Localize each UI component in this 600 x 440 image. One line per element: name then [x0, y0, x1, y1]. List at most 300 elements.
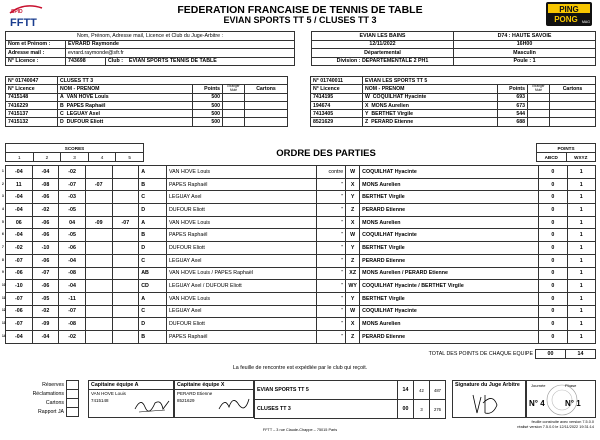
footer-checkboxes [5, 380, 79, 417]
game-points-a: 0 [539, 204, 567, 217]
set-score [112, 191, 139, 204]
game-row [6, 292, 596, 305]
set-score: -11 [59, 292, 86, 305]
set-score [85, 204, 112, 217]
game-versus: " [316, 305, 345, 318]
game-index: 7 [2, 244, 4, 249]
player-foreign [223, 93, 245, 101]
game-points-x: 1 [567, 191, 595, 204]
game-points-a: 0 [539, 178, 567, 191]
judge-name-value: EVRARD Raymonde [66, 40, 295, 49]
player-points: 500 [193, 118, 223, 126]
set-score: -04 14 [6, 330, 33, 343]
player-name: DUFOUR Eliott [66, 119, 104, 126]
cartons-box[interactable] [67, 399, 79, 408]
game-points-x: 1 [567, 242, 595, 255]
game-letters-x: X [346, 216, 360, 229]
set-score [85, 267, 112, 280]
game-letters-x: WY [346, 280, 360, 293]
set-score [112, 305, 139, 318]
game-points-a: 0 [539, 267, 567, 280]
set-score: -09 [32, 318, 59, 331]
set-score: -06 [59, 242, 86, 255]
game-player-a: VAN HOVE Louis [166, 166, 316, 179]
game-player-x: MONS Aurelien [360, 318, 539, 331]
game-index: 12 [2, 308, 6, 313]
result-x-won: 42 [414, 381, 430, 400]
player-licence: 7413405 [311, 110, 363, 118]
set-score: -04 [59, 254, 86, 267]
set-score: -07 [32, 267, 59, 280]
game-points-a: 0 [539, 280, 567, 293]
player-cards [245, 110, 288, 118]
game-letters-a: B [139, 229, 167, 242]
captain-a-box [88, 380, 174, 418]
game-points-a: 0 [539, 318, 567, 331]
sheet-info-line: réalisé version 7.5.0.0 le 12/11/2022 19:31:14 [517, 425, 594, 429]
game-player-a: PAPES Raphaël [166, 229, 316, 242]
points-title: POINTS [537, 144, 596, 153]
set-score: -04 6 [6, 229, 33, 242]
game-letters-x: Z [346, 204, 360, 217]
game-letters-x: X [346, 178, 360, 191]
federation-title: FEDERATION FRANCAISE DE TENNIS DE TABLE [177, 4, 423, 16]
game-letters-a: D [139, 204, 167, 217]
phase-label: Phase [565, 383, 577, 388]
set-score: -04 [32, 166, 59, 179]
game-player-a: PAPES Raphaël [166, 178, 316, 191]
set-score: -04 [32, 330, 59, 343]
set-score: 04 [59, 216, 86, 229]
player-points: 544 [498, 110, 528, 118]
rapport-label: Rapport JA [38, 409, 64, 415]
match-info-table [311, 31, 596, 66]
team-a-player-row [6, 110, 288, 118]
game-player-a: DUFOUR Eliott [166, 318, 316, 331]
game-player-a: LEGUAY Axel / DUFOUR Eliott [166, 280, 316, 293]
set-score: -06 9 [6, 267, 33, 280]
set-number: 5 [116, 153, 144, 162]
sheet-version-info [517, 420, 594, 430]
player-letter: W [365, 94, 370, 101]
set-score: -08 [59, 267, 86, 280]
player-points: 500 [193, 110, 223, 118]
player-name: COQUILHAT Hyacinte [372, 94, 427, 101]
set-score: -10 10 [6, 280, 33, 293]
team-a-name: CLUSES TT 3 [58, 77, 288, 85]
game-player-x: BERTHET Virgile [360, 242, 539, 255]
set-score [112, 242, 139, 255]
set-score: -07 13 [6, 318, 33, 331]
judge-mail-value: evrard.raymonde@sfr.fr [66, 49, 295, 58]
scores-title: SCORES [6, 144, 144, 153]
player-letter: D [60, 119, 64, 126]
set-score [112, 330, 139, 343]
game-index: 8 [2, 257, 4, 262]
game-points-a: 0 [539, 242, 567, 255]
game-player-a: DUFOUR Eliott [166, 204, 316, 217]
game-player-x: MONS Aurelien / PERARD Etienne [360, 267, 539, 280]
team-a-player-row [6, 101, 288, 109]
player-foreign [528, 101, 550, 109]
totals-table [146, 349, 596, 359]
game-letters-x: X [346, 318, 360, 331]
set-score [85, 292, 112, 305]
set-score: -02 [32, 204, 59, 217]
captain-x-name: PERARD Etienne [177, 391, 213, 396]
game-versus: " [316, 267, 345, 280]
team-x-col-points: Points [498, 85, 528, 93]
game-letters-a: C [139, 305, 167, 318]
journee-label: Journée [531, 383, 546, 388]
set-score [112, 280, 139, 293]
player-foreign [528, 110, 550, 118]
set-score: -08 [59, 318, 86, 331]
game-player-a: VAN HOVE Louis / PAPES Raphaël [166, 267, 316, 280]
judge-club-label: Club : [108, 58, 124, 65]
game-player-x: COQUILHAT Hyacinte / BERTHET Virgile [360, 280, 539, 293]
game-versus: " [316, 330, 345, 343]
game-player-x: COQUILHAT Hyacinte [360, 305, 539, 318]
game-versus: " [316, 204, 345, 217]
game-player-a: LEGUAY Axel [166, 191, 316, 204]
player-points: 688 [498, 118, 528, 126]
reclamations-label: Réclamations [32, 391, 64, 397]
match-date: 12/11/2022 [312, 40, 454, 49]
game-player-x: COQUILHAT Hyacinte [360, 229, 539, 242]
player-letter: Z [365, 119, 369, 126]
set-score [85, 305, 112, 318]
player-licence: 7415137 [6, 110, 58, 118]
total-team-a: 00 [536, 350, 566, 359]
game-points-a: 0 [539, 330, 567, 343]
player-name: MONS Aurelien [371, 102, 409, 109]
player-foreign [223, 118, 245, 126]
game-points-a: 0 [539, 191, 567, 204]
match-place: EVIAN LES BAINS [312, 32, 454, 41]
game-versus: " [316, 280, 345, 293]
set-score: -02 [59, 166, 86, 179]
game-letters-x: Y [346, 242, 360, 255]
game-letters-a: D [139, 242, 167, 255]
set-score: -04 [59, 280, 86, 293]
captain-x-signature [215, 393, 251, 415]
game-points-x: 1 [567, 292, 595, 305]
judge-club-cell [106, 57, 295, 66]
set-score: 11 2 [6, 178, 33, 191]
game-row [6, 216, 596, 229]
game-letters-a: A [139, 292, 167, 305]
game-points-a: 0 [539, 254, 567, 267]
game-player-x: BERTHET Virgile [360, 191, 539, 204]
result-a-diff: 276 [430, 400, 446, 419]
judge-heading: Nom, Prénom, Adresse mail, Licence et Club du Juge-Arbitre : [6, 32, 295, 41]
team-x-col-licence: N° Licence [311, 85, 363, 93]
game-points-x: 1 [567, 178, 595, 191]
game-versus: " [316, 292, 345, 305]
set-score: -05 [59, 229, 86, 242]
reclamations-box[interactable] [67, 390, 79, 399]
player-letter: B [60, 102, 64, 109]
team-a-col-licence: N° Licence [6, 85, 58, 93]
captain-a-licence: 7415148 [91, 398, 109, 403]
set-score: -04 3 [6, 191, 33, 204]
player-cards [245, 93, 288, 101]
set-score [112, 318, 139, 331]
player-points: 500 [193, 93, 223, 101]
set-score: -03 [59, 191, 86, 204]
set-score: -04 4 [6, 204, 33, 217]
game-row [6, 166, 596, 179]
game-letters-x: W [346, 229, 360, 242]
match-gender: Masculin [454, 49, 596, 58]
expedition-note: La feuille de rencontre est expédiée par le club qui reçoit. [232, 365, 368, 371]
game-points-a: 0 [539, 305, 567, 318]
team-a-col-cards: Cartons [245, 85, 288, 93]
team-a-col-points: Points [193, 85, 223, 93]
set-score: -07 [59, 178, 86, 191]
game-row [6, 318, 596, 331]
judge-name-label: Nom et Prénom : [6, 40, 66, 49]
player-cards [245, 118, 288, 126]
set-score [85, 191, 112, 204]
totals-label: TOTAL DES POINTS DE CHAQUE EQUIPE [428, 351, 533, 357]
game-letters-a: B [139, 330, 167, 343]
game-row [6, 305, 596, 318]
captain-a-name: VAN HOVE Louis [91, 391, 126, 396]
set-number: 2 [33, 153, 61, 162]
match-dept: D74 : HAUTE SAVOIE [454, 32, 596, 41]
set-score [85, 166, 112, 179]
result-x-team: EVIAN SPORTS TT 5 [255, 381, 398, 400]
game-letters-x: W [346, 305, 360, 318]
player-name: PAPES Raphaël [66, 102, 106, 109]
set-score: -05 [59, 204, 86, 217]
judge-signature-title: Signature du Juge Arbitre [455, 382, 520, 388]
player-name: PERARD Etienne [371, 119, 414, 126]
judge-signature-box [452, 380, 526, 418]
player-letter: A [60, 94, 64, 101]
player-cards [550, 118, 596, 126]
game-versus: contre [316, 166, 345, 179]
game-player-x: MONS Aurelien [360, 178, 539, 191]
game-index: 3 [2, 194, 4, 199]
journee-value: N° 4 [529, 399, 545, 408]
game-row [6, 267, 596, 280]
game-letters-a: B [139, 178, 167, 191]
match-time: 16H00 [454, 40, 596, 49]
game-player-a: VAN HOVE Louis [166, 292, 316, 305]
captain-x-title: Capitaine équipe X [175, 381, 253, 390]
set-score [85, 254, 112, 267]
game-points-x: 1 [567, 267, 595, 280]
scores-header [5, 143, 144, 162]
game-player-x: PERARD Etienne [360, 254, 539, 267]
player-licence: 7415132 [6, 118, 58, 126]
set-score: -06 12 [6, 305, 33, 318]
set-score [112, 254, 139, 267]
set-score: -07 [112, 216, 139, 229]
team-x-player-row [311, 118, 596, 126]
set-score [85, 330, 112, 343]
player-licence: 7415148 [6, 93, 58, 101]
game-letters-x: W [346, 166, 360, 179]
game-player-a: VAN HOVE Louis [166, 216, 316, 229]
captain-x-licence: 8521629 [177, 398, 195, 403]
game-index: 6 [2, 232, 4, 237]
player-foreign [528, 93, 550, 101]
set-score [112, 292, 139, 305]
game-points-x: 1 [567, 280, 595, 293]
spid-tag: SPID [11, 9, 23, 15]
player-points: 693 [498, 93, 528, 101]
set-score: -06 [32, 216, 59, 229]
player-foreign [223, 101, 245, 109]
player-name: VAN HOVE Louis [66, 94, 109, 101]
match-division: Division : DEPARTEMENTALE 2 PH1 [312, 57, 454, 66]
set-score [85, 242, 112, 255]
judge-mail-label: Adresse mail : [6, 49, 66, 58]
game-row [6, 254, 596, 267]
set-score: -06 [32, 280, 59, 293]
judge-club-value: EVIAN SPORTS TENNIS DE TABLE [128, 58, 217, 65]
set-score: -07 11 [6, 292, 33, 305]
game-points-x: 1 [567, 330, 595, 343]
game-row [6, 242, 596, 255]
game-index: 13 [2, 321, 6, 326]
game-row [6, 330, 596, 343]
game-row [6, 191, 596, 204]
ordre-des-parties-title: ORDRE DES PARTIES [276, 148, 376, 159]
game-player-x: PERARD Etienne [360, 330, 539, 343]
set-score: 06 5 [6, 216, 33, 229]
team-x-player-row [311, 110, 596, 118]
game-letters-x: XZ [346, 267, 360, 280]
game-points-a: 0 [539, 292, 567, 305]
result-a-points: 00 [398, 400, 414, 419]
game-index: 5 [2, 219, 4, 224]
player-points: 673 [498, 101, 528, 109]
pong-text: PONG [554, 15, 578, 24]
game-player-a: DUFOUR Eliott [166, 242, 316, 255]
total-team-x: 14 [566, 350, 596, 359]
ping-text: PING [559, 5, 579, 14]
judge-licence-label: N° Licence : [6, 57, 66, 66]
result-x-diff: 487 [430, 381, 446, 400]
team-a-number: N° 01740047 [6, 77, 58, 85]
cartons-label: Cartons [45, 400, 64, 406]
set-score [112, 267, 139, 280]
judge-signature [467, 391, 507, 417]
set-score [112, 229, 139, 242]
player-letter: C [60, 110, 64, 117]
game-points-a: 0 [539, 166, 567, 179]
game-index: 10 [2, 283, 6, 288]
game-index: 4 [2, 206, 4, 211]
game-points-a: 0 [539, 216, 567, 229]
game-points-x: 1 [567, 229, 595, 242]
mag-text: MAG [582, 20, 590, 24]
game-points-x: 1 [567, 318, 595, 331]
set-score: -07 [85, 178, 112, 191]
game-letters-a: A [139, 216, 167, 229]
team-a-player-row [6, 118, 288, 126]
team-x-name: EVIAN LES SPORTS TT 5 [363, 77, 596, 85]
game-player-x: MONS Aurelien [360, 216, 539, 229]
player-name: BERTHET Virgile [371, 110, 414, 117]
player-letter: X [365, 102, 369, 109]
game-letters-a: D [139, 318, 167, 331]
player-name: LEGUAY Axel [66, 110, 100, 117]
game-row [6, 229, 596, 242]
set-score: -02 [32, 305, 59, 318]
game-letters-a: AB [139, 267, 167, 280]
set-score: -07 [59, 305, 86, 318]
player-cards [550, 110, 596, 118]
captain-a-signature [133, 395, 171, 415]
game-index: 2 [2, 181, 4, 186]
player-letter: Y [365, 110, 369, 117]
team-a-table [5, 76, 288, 127]
game-letters-x: Y [346, 191, 360, 204]
games-table [2, 165, 596, 344]
result-a-won: 3 [414, 400, 430, 419]
game-index: 14 [2, 333, 6, 338]
game-player-x: PERARD Etienne [360, 204, 539, 217]
game-player-x: BERTHET Virgile [360, 292, 539, 305]
captain-x-box [174, 380, 254, 418]
set-number: 3 [61, 153, 89, 162]
game-row [6, 178, 596, 191]
player-licence: 7416229 [6, 101, 58, 109]
set-number: 1 [6, 153, 34, 162]
set-score [85, 318, 112, 331]
game-versus: " [316, 318, 345, 331]
phase-value: N° 1 [565, 399, 581, 408]
game-versus: " [316, 254, 345, 267]
player-foreign [223, 110, 245, 118]
reserves-box[interactable] [67, 381, 79, 390]
team-a-col-foreign: Etranger Mutè [223, 85, 245, 93]
game-letters-x: Z [346, 330, 360, 343]
game-player-a: PAPES Raphaël [166, 330, 316, 343]
points-col-x: WXYZ [566, 153, 596, 162]
sheet-info-line: feuille construite avec version 7.5.0.0 [531, 420, 594, 424]
player-cards [550, 93, 596, 101]
set-score: -09 [85, 216, 112, 229]
set-score [112, 204, 139, 217]
rapport-box[interactable] [67, 408, 79, 417]
journee-phase-box [526, 380, 596, 418]
match-level: Départemental [312, 49, 454, 58]
set-score: -05 [32, 292, 59, 305]
points-header [536, 143, 596, 162]
team-a-col-name: NOM - PRENOM [58, 85, 193, 93]
result-x-points: 14 [398, 381, 414, 400]
game-points-a: 0 [539, 229, 567, 242]
points-col-a: ABCD [537, 153, 567, 162]
fftt-text: FFTT [10, 17, 37, 29]
game-versus: " [316, 242, 345, 255]
judge-info-table [5, 31, 295, 66]
player-licence: 8521629 [311, 118, 363, 126]
team-x-col-name: NOM - PRENOM [363, 85, 498, 93]
set-score: -02 [59, 330, 86, 343]
game-player-a: LEGUAY Axel [166, 305, 316, 318]
match-pool: Poule : 1 [454, 57, 596, 66]
team-x-col-cards: Cartons [550, 85, 596, 93]
game-versus: " [316, 216, 345, 229]
